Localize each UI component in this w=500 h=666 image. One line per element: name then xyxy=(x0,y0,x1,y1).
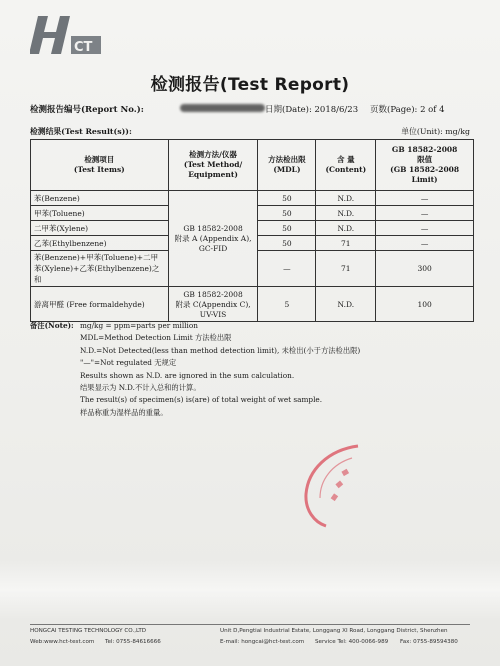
cell-content: N.D. xyxy=(316,287,376,322)
cell-item: 二甲苯(Xylene) xyxy=(31,221,169,236)
results-table xyxy=(30,139,474,322)
notes-list xyxy=(80,320,470,419)
note-line: 样品称重为湿样品的重量。 xyxy=(80,407,168,417)
cell-mdl: 5 xyxy=(258,287,316,322)
footer-tel: Tel: 0755-84616666 xyxy=(105,639,161,645)
results-label: 检测结果(Test Result(s)): xyxy=(30,127,132,136)
cell-limit: 300 xyxy=(376,251,474,287)
paper-fold-shading xyxy=(0,560,500,620)
report-number-label: 检测报告编号(Report No.): xyxy=(30,105,144,115)
note-line: N.D.=Not Detected(less than method detection limit), 未检出(小于方法检出限) xyxy=(80,345,361,355)
note-line: The result(s) of specimen(s) is(are) of total weight of wet sample. xyxy=(80,395,323,405)
seal-stamp-icon xyxy=(300,440,362,530)
notes-label: 备注(Note): xyxy=(30,321,74,330)
report-date: 日期(Date): 2018/6/23 xyxy=(265,105,359,115)
report-page-count: 页数(Page): 2 of 4 xyxy=(370,105,445,115)
hct-logo-icon xyxy=(30,14,102,56)
note-line: 结果显示为 N.D.不计入总和的计算。 xyxy=(80,383,201,393)
cell-mdl: 50 xyxy=(258,206,316,221)
footer-company: HONGCAI TESTING TECHNOLOGY CO.,LTD xyxy=(30,628,147,634)
header-test-items: 检测项目 (Test Items) xyxy=(31,140,169,191)
cell-limit: — xyxy=(376,206,474,221)
header-test-method: 检测方法/仪器 (Test Method/ Equipment) xyxy=(168,140,258,191)
cell-content: 71 xyxy=(316,236,376,251)
footer-address: Unit D,Pengtiai Industrial Estate, Longgang XI Road, Longgang District, Shenzhen xyxy=(220,628,448,634)
note-line: MDL=Method Detection Limit 方法检出限 xyxy=(80,333,232,343)
footer-website: Web:www.hct-test.com xyxy=(30,639,95,645)
cell-item: 苯(Benzene)+甲苯(Toluene)+二甲苯(Xylene)+乙苯(Ethylbenzene)之和 xyxy=(31,251,169,287)
cell-mdl: 50 xyxy=(258,236,316,251)
table-row xyxy=(31,287,474,322)
table-row xyxy=(31,191,474,206)
svg-text:CT: CT xyxy=(74,40,93,55)
note-line: "—"=Not regulated 无规定 xyxy=(80,358,177,368)
results-unit: 单位(Unit): mg/kg xyxy=(401,127,470,136)
cell-item: 游离甲醛 (Free formaldehyde) xyxy=(31,287,169,322)
cell-item: 乙苯(Ethylbenzene) xyxy=(31,236,169,251)
redacted-report-number xyxy=(180,104,265,112)
page-title: 检测报告(Test Report) xyxy=(150,75,350,95)
company-seal-stamp xyxy=(300,440,362,530)
cell-limit: — xyxy=(376,191,474,206)
table-header-row xyxy=(31,140,474,191)
header-mdl: 方法检出限 (MDL) xyxy=(258,140,316,191)
cell-content: 71 xyxy=(316,251,376,287)
cell-limit: — xyxy=(376,236,474,251)
cell-mdl: 50 xyxy=(258,191,316,206)
report-meta xyxy=(30,103,470,117)
header-content: 含 量 (Content) xyxy=(316,140,376,191)
footer-email: E-mail: hongcai@hct-test.com xyxy=(220,639,305,645)
cell-content: N.D. xyxy=(316,221,376,236)
footer-fax: Fax: 0755-89594380 xyxy=(400,639,458,645)
results-header xyxy=(30,126,470,138)
header-limit: GB 18582-2008 限值 (GB 18582-2008 Limit) xyxy=(376,140,474,191)
hct-logo xyxy=(30,14,102,56)
cell-mdl: 50 xyxy=(258,221,316,236)
cell-mdl: — xyxy=(258,251,316,287)
cell-method-group2: GB 18582-2008 附录 C(Appendix C), UV-VIS xyxy=(168,287,258,322)
note-line: Results shown as N.D. are ignored in the sum calculation. xyxy=(80,370,295,380)
cell-method-group1: GB 18582-2008 附录 A (Appendix A), GC-FID xyxy=(168,191,258,287)
cell-limit: 100 xyxy=(376,287,474,322)
note-line: mg/kg = ppm=parts per million xyxy=(80,321,198,330)
cell-item: 甲苯(Toluene) xyxy=(31,206,169,221)
footer-divider xyxy=(30,624,470,625)
cell-limit: — xyxy=(376,221,474,236)
cell-item: 苯(Benzene) xyxy=(31,191,169,206)
cell-content: N.D. xyxy=(316,206,376,221)
footer-hotline: Service Tel: 400-0066-989 xyxy=(315,639,389,645)
cell-content: N.D. xyxy=(316,191,376,206)
